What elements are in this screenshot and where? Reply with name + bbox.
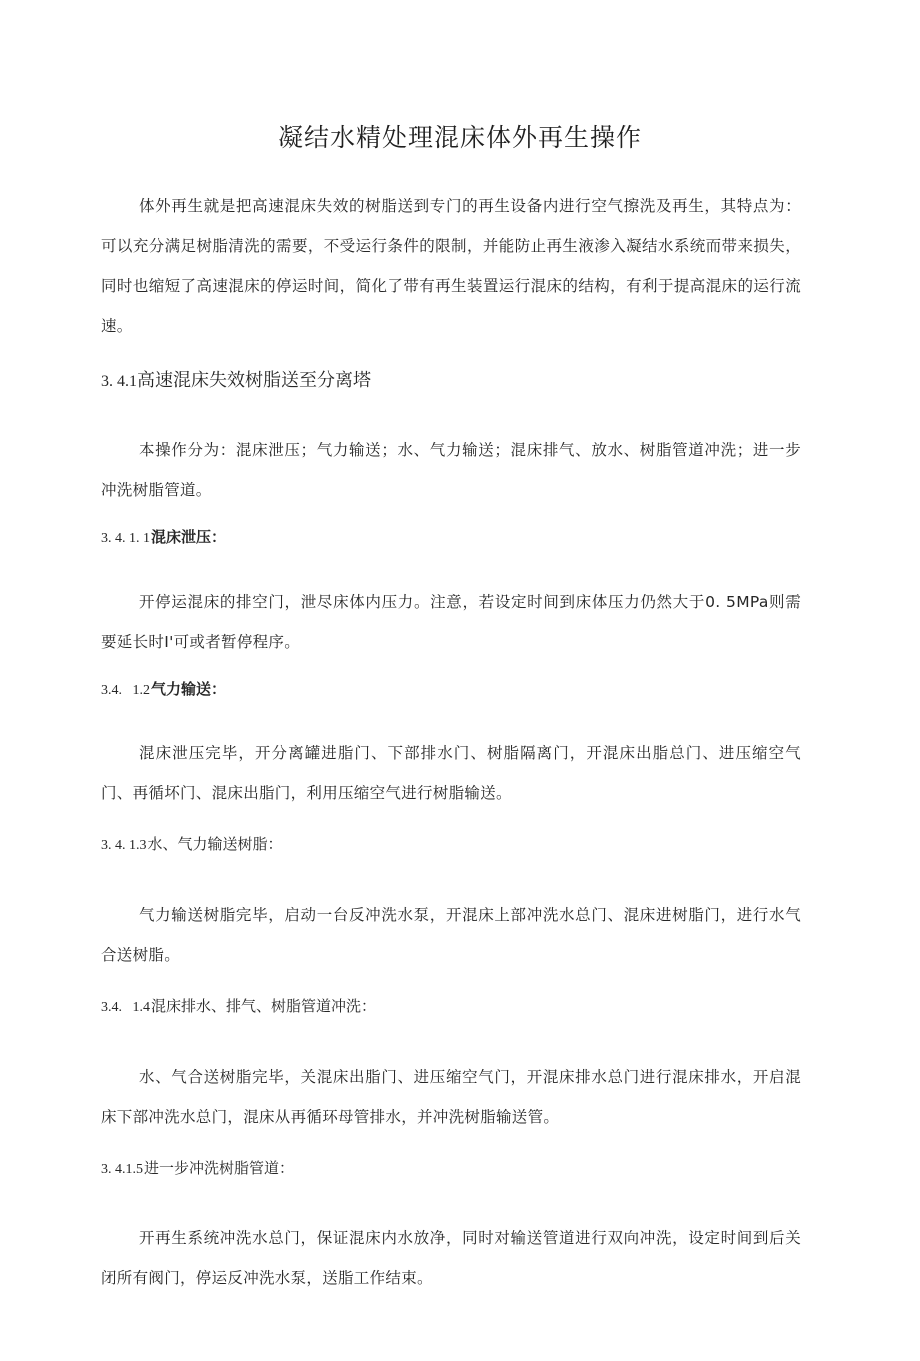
step-number: 3. 4. 1. 1: [101, 531, 150, 546]
step-number: 3. 4. 1.3: [101, 838, 147, 853]
step-body: 开停运混床的排空门，泄尽床体内压力。注意，若设定时间到床体压力仍然大于0. 5MPa则需要延长时I'可或者暂停程序。: [101, 593, 801, 651]
section-intro-paragraph: 本操作分为：混床泄压；气力输送；水、气力输送；混床排气、放水、树脂管道冲洗；进一步冲洗树脂管道。: [101, 441, 801, 499]
step-number: 3. 4.1.5: [101, 1162, 143, 1177]
step-title: 混床排水、排气、树脂管道冲洗：: [151, 997, 377, 1015]
step-title: 气力输送：: [151, 680, 227, 698]
step-number: 3.4. 1.2: [101, 683, 150, 698]
document-title: 凝结水精处理混床体外再生操作: [277, 123, 642, 152]
step-number: 3.4. 1.4: [101, 1000, 150, 1015]
step-body: 开再生系统冲洗水总门，保证混床内水放净，同时对输送管道进行双向冲洗，设定时间到后关闭所有阀门，停运反冲洗水泵，送脂工作结束。: [101, 1229, 801, 1287]
section-number: 3. 4.1: [101, 373, 137, 390]
step-body: 水、气合送树脂完毕，关混床出脂门、进压缩空气门，开混床排水总门进行混床排水，开启混床下部冲洗水总门，混床从再循环母管排水，并冲洗树脂输送管。: [101, 1068, 801, 1126]
step-title: 混床泄压：: [151, 528, 227, 546]
step-body: 混床泄压完毕，开分离罐进脂门、下部排水门、树脂隔离门，开混床出脂总门、进压缩空气门、再循坏门、混床出脂门，利用压缩空气进行树脂输送。: [101, 744, 801, 802]
step-heading: [101, 524, 801, 552]
step-heading: [101, 993, 801, 1021]
intro-paragraph: 体外再生就是把高速混床失效的树脂送到专门的再生设备内进行空气擦洗及再生，其特点为：可以充分满足树脂清洗的需要，不受运行条件的限制，并能防止再生液渗入凝结水系统而带来损失，同时也缩短了高速混床的停运时间，简化了带有再生装置运行混床的结构，有利于提高混床的运行流速。: [101, 197, 801, 335]
step-body: 气力输送树脂完毕，启动一台反冲洗水泵，开混床上部冲洗水总门、混床进树脂门，进行水气合送树脂。: [101, 906, 801, 964]
step-title: 水、气力输送树脂：: [147, 835, 283, 853]
section-heading: [101, 366, 801, 397]
step-heading: [101, 676, 801, 704]
section-title: 高速混床失效树脂送至分离塔: [137, 370, 371, 391]
step-heading: [101, 1155, 801, 1183]
step-heading: [101, 831, 801, 859]
step-title: 进一步冲洗树脂管道：: [144, 1159, 295, 1177]
